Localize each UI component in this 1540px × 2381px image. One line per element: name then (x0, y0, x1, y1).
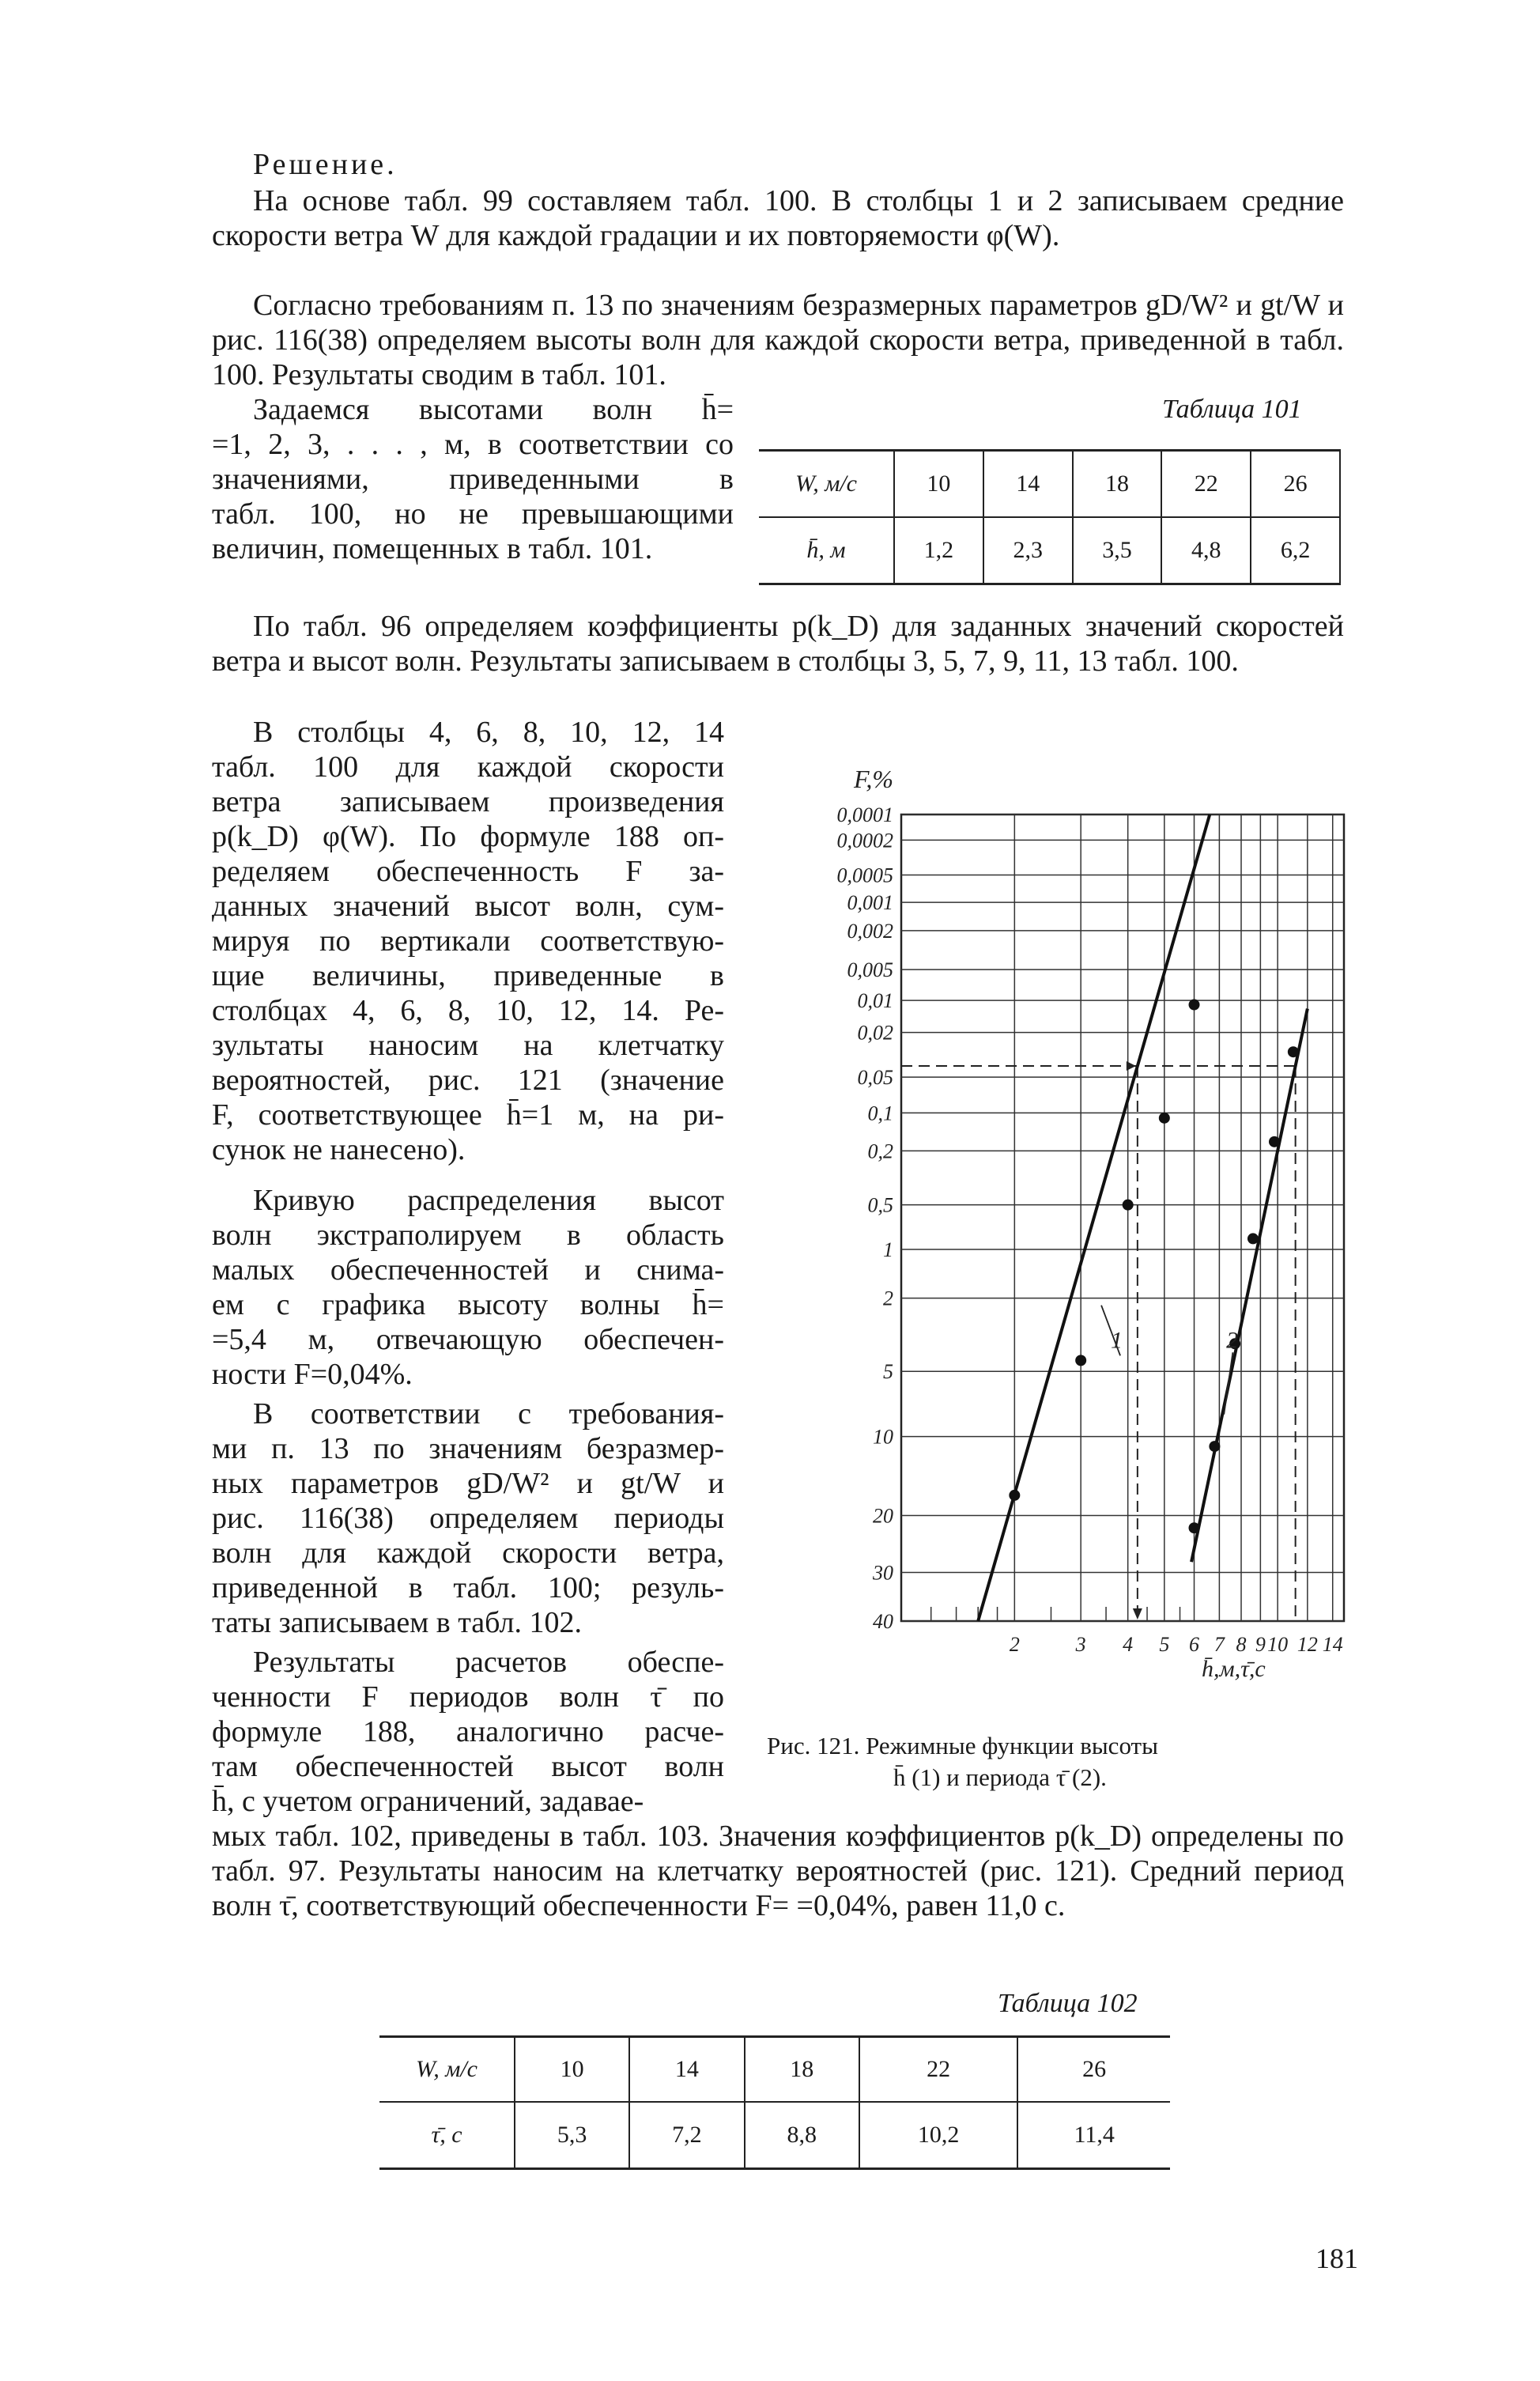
text-line: значениями, приведенными в (212, 463, 734, 496)
t101-h-label: h̄, м (806, 536, 846, 563)
paragraph-6 (212, 1183, 724, 1392)
t102-tau-cell: 11,4 (1017, 2102, 1170, 2169)
y-axis-label: F,% (854, 765, 894, 793)
text-line: зультаты наносим на клетчатку (212, 1029, 724, 1062)
y-tick-label: 20 (873, 1504, 893, 1528)
paragraph-9: мых табл. 102, приведены в табл. 103. Значения коэффициентов p(k_D) определены по табл. 97. Результаты наносим на клетчатку вероятностей (рис. 121). Средний период волн τ̄, соответствующий обеспеченности F= =0,04%, равен 11,0 с. (212, 1820, 1344, 1922)
text-line: =1, 2, 3, . . . , м, в соответствии со (212, 428, 734, 461)
t102-tau-cell: 8,8 (745, 2102, 859, 2169)
y-tick-label: 0,05 (857, 1066, 893, 1090)
text-line: волн для каждой скорости ветра, (212, 1536, 724, 1570)
text-line: ем с графика высоту волны h̄= (212, 1288, 724, 1321)
solution-heading: Решение. (253, 148, 398, 181)
t101-w-cell: 14 (983, 451, 1073, 517)
text-line: ми п. 13 по значениям безразмер- (212, 1432, 724, 1465)
series-2-label: 2 (1226, 1327, 1239, 1354)
y-tick-label: 1 (883, 1238, 893, 1262)
t102-tau-cell: 5,3 (515, 2102, 629, 2169)
text-line: таты записываем в табл. 102. (212, 1606, 582, 1639)
figure-caption-line-2: h̄ (1) и периода τ̄ (2). (893, 1763, 1107, 1791)
y-tick-label: 0,2 (867, 1139, 893, 1163)
text-line: ности F=0,04%. (212, 1358, 413, 1391)
x-tick-label: 14 (1322, 1633, 1343, 1656)
table-102 (379, 2035, 1170, 2170)
y-tick-label: 0,01 (857, 989, 893, 1013)
text-line: формуле 188, аналогично расче- (212, 1715, 724, 1748)
table-102-title: Таблица 102 (998, 1989, 1138, 2018)
text-line: h̄, с учетом ограничений, задавае- (212, 1785, 644, 1818)
text-line: =5,4 м, отвечающую обеспечен- (212, 1323, 724, 1356)
text-line: p(k_D) φ(W). По формуле 188 оп- (212, 820, 724, 853)
text-line: мируя по вертикали соответствую- (212, 924, 724, 958)
text-line: там обеспеченностей высот волн (212, 1750, 724, 1783)
y-tick-label: 30 (873, 1561, 893, 1585)
series-1-point (1159, 1113, 1170, 1124)
y-tick-label: 2 (883, 1287, 893, 1310)
series-1-point (1009, 1490, 1020, 1501)
y-tick-label: 5 (883, 1360, 893, 1384)
y-tick-label: 0,0005 (836, 864, 893, 887)
t101-w-label: W, м/с (759, 451, 894, 517)
text-line: сунок не нанесено). (212, 1133, 466, 1166)
paragraph-3 (212, 392, 734, 566)
x-tick-label: 7 (1214, 1633, 1225, 1656)
y-tick-label: 40 (873, 1610, 893, 1633)
table-101 (759, 449, 1341, 585)
paragraph-2: Согласно требованиям п. 13 по значениям безразмерных параметров gD/W² и gt/W и рис. 116(38) определяем высоты волн для каждой скорости ветра, приведенной в табл. 100. Результаты сводим в табл. 101. (212, 289, 1344, 391)
x-tick-label: 2 (1009, 1633, 1020, 1656)
x-tick-label: 9 (1255, 1633, 1266, 1656)
paragraph-8 (212, 1645, 724, 1819)
t102-w-cell: 18 (745, 2037, 859, 2102)
figure-121-chart (743, 743, 1360, 1684)
text-line: вероятностей, рис. 121 (значение (212, 1064, 724, 1097)
t102-tau-cell: 10,2 (859, 2102, 1017, 2169)
x-tick-label: 12 (1297, 1633, 1318, 1656)
paragraph-5 (212, 715, 724, 1167)
t102-w-cell: 14 (629, 2037, 744, 2102)
t102-w-cell: 22 (859, 2037, 1017, 2102)
text-line: Кривую распределения высот (253, 1184, 724, 1217)
text-line: малых обеспеченностей и снима- (212, 1253, 724, 1287)
t101-h-cell: 2,3 (983, 517, 1073, 584)
t102-tau-label: τ̄, с (431, 2121, 462, 2148)
series-1-point (1189, 1000, 1200, 1011)
t101-w-cell: 26 (1251, 451, 1340, 517)
t101-h-cell: 1,2 (894, 517, 983, 584)
y-tick-label: 0,005 (847, 958, 893, 982)
arrow-head (1133, 1608, 1142, 1619)
x-tick-label: 6 (1189, 1633, 1200, 1656)
series-2-point (1189, 1522, 1200, 1533)
text-line: величин, помещенных в табл. 101. (212, 532, 653, 565)
y-tick-label: 0,0001 (836, 803, 893, 826)
t101-h-cell: 3,5 (1073, 517, 1162, 584)
table-101-title: Таблица 101 (1162, 395, 1302, 424)
text-line: данных значений высот волн, сум- (212, 890, 724, 923)
y-tick-label: 0,0002 (836, 829, 893, 852)
paragraph-1: На основе табл. 99 составляем табл. 100. В столбцы 1 и 2 записываем средние скорости ветра W для каждой градации и их повторяемости φ(W). (212, 184, 1344, 252)
series-1-point (1075, 1355, 1086, 1366)
t101-h-cell: 4,8 (1161, 517, 1251, 584)
x-tick-label: 8 (1236, 1633, 1247, 1656)
t102-w-label: W, м/с (379, 2037, 515, 2102)
text-line: ветра записываем произведения (212, 785, 724, 818)
text-line: табл. 100, но не превышающими (212, 497, 734, 531)
t101-w-cell: 10 (894, 451, 983, 517)
text-line: В столбцы 4, 6, 8, 10, 12, 14 (253, 716, 724, 749)
text-line: ченности F периодов волн τ̄ по (212, 1680, 724, 1714)
page-number: 181 (1315, 2243, 1358, 2274)
text-line: щие величины, приведенные в (212, 959, 724, 992)
t101-w-cell: 18 (1073, 451, 1162, 517)
text-line: рис. 116(38) определяем периоды (212, 1502, 724, 1535)
text-line: табл. 100 для каждой скорости (212, 750, 724, 784)
text-line: В соответствии с требования- (253, 1397, 724, 1430)
series-2-point (1288, 1046, 1299, 1057)
x-tick-label: 4 (1123, 1633, 1134, 1656)
text-line: F, соответствующее h̄=1 м, на ри- (212, 1098, 724, 1132)
text-line: Задаемся высотами волн h̄= (253, 393, 734, 426)
text-line: приведенной в табл. 100; резуль- (212, 1571, 724, 1604)
text-line: ных параметров gD/W² и gt/W и (212, 1467, 724, 1500)
series-1-point (1123, 1200, 1134, 1211)
text-line: ределяем обеспеченность F за- (212, 855, 724, 888)
series-2-leader (1224, 1352, 1232, 1414)
x-tick-label: 5 (1159, 1633, 1170, 1656)
text-line: Результаты расчетов обеспе- (253, 1646, 724, 1679)
text-line: волн экстраполируем в область (212, 1219, 724, 1252)
t101-h-cell: 6,2 (1251, 517, 1340, 584)
series-1-label: 1 (1111, 1327, 1123, 1354)
x-axis-label: h̄,м,τ̄,с (1202, 1656, 1266, 1682)
x-tick-label: 3 (1075, 1633, 1086, 1656)
y-tick-label: 0,5 (867, 1193, 893, 1217)
paragraph-7 (212, 1396, 724, 1640)
t101-w-cell: 22 (1161, 451, 1251, 517)
series-2-point (1247, 1233, 1259, 1244)
series-2-line (1191, 1009, 1308, 1563)
arrow-head (1127, 1061, 1136, 1071)
figure-caption-line-1: Рис. 121. Режимные функции высоты (767, 1732, 1158, 1759)
y-tick-label: 0,001 (847, 891, 893, 915)
t102-w-cell: 10 (515, 2037, 629, 2102)
x-tick-label: 10 (1267, 1633, 1289, 1656)
y-tick-label: 0,02 (857, 1021, 893, 1045)
text-line: столбцах 4, 6, 8, 10, 12, 14. Ре- (212, 994, 724, 1027)
paragraph-4: По табл. 96 определяем коэффициенты p(k_D) для заданных значений скоростей ветра и высот волн. Результаты записываем в столбцы 3, 5, 7, 9, 11, 13 табл. 100. (212, 610, 1344, 678)
series-2-point (1269, 1136, 1280, 1147)
y-tick-label: 0,002 (847, 919, 893, 943)
series-2-point (1209, 1441, 1220, 1452)
t102-w-cell: 26 (1017, 2037, 1170, 2102)
y-tick-label: 0,1 (867, 1102, 893, 1125)
y-tick-label: 10 (873, 1425, 893, 1449)
t102-tau-cell: 7,2 (629, 2102, 744, 2169)
